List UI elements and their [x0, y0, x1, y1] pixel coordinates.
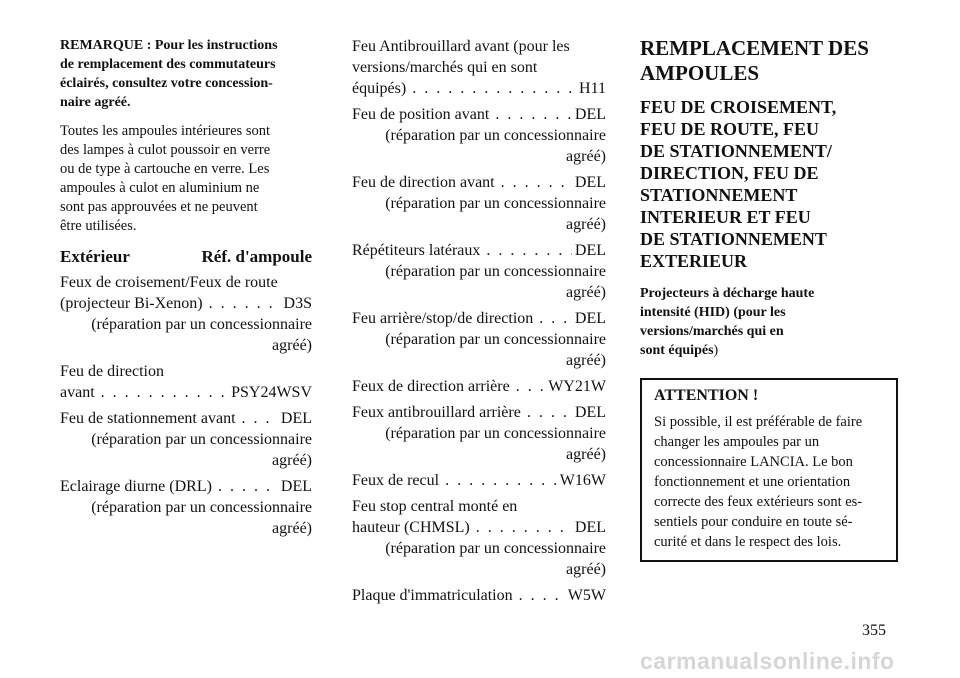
- bulb-leader-line: [352, 78, 606, 99]
- dealer-note: agréé): [566, 446, 606, 463]
- bulb-name: équipés): [352, 80, 407, 97]
- exterior-table-header: [60, 246, 312, 268]
- bulb-name-line: Feu Antibrouillard avant (pour les: [352, 38, 570, 55]
- bulb-leader-line: [352, 240, 606, 261]
- bulb-reference: D3S: [283, 295, 312, 312]
- text-line: curité et dans le respect des lois.: [654, 534, 842, 550]
- text-line: intensité (HID) (pour les: [640, 305, 786, 320]
- bulb-entry: [352, 470, 606, 491]
- text-line: Toutes les ampoules intérieures sont: [60, 123, 270, 139]
- bulb-name-line: Feu stop central monté en: [352, 498, 518, 515]
- text-line: STATIONNEMENT: [640, 185, 798, 205]
- bulb-name: Feu de direction avant: [352, 174, 495, 191]
- dot-leader: [527, 402, 572, 423]
- bulb-entry: [60, 272, 312, 356]
- bulb-entry: [352, 496, 606, 580]
- bulb-reference: DEL: [280, 478, 312, 495]
- bulb-name: hauteur (CHMSL): [352, 519, 470, 536]
- dealer-note: agréé): [566, 148, 606, 165]
- dot-leader: [412, 78, 576, 99]
- warning-title: ATTENTION !: [654, 387, 759, 404]
- text-line: versions/marchés qui en: [640, 324, 784, 339]
- bulb-leader-line: [352, 308, 606, 329]
- dot-leader: [539, 308, 572, 329]
- bulb-entry: [352, 36, 606, 99]
- text-line: DE STATIONNEMENT: [640, 229, 827, 249]
- bulb-name: Feu de stationnement avant: [60, 410, 236, 427]
- dealer-note: (réparation par un concessionnaire: [385, 540, 606, 557]
- dot-leader: [501, 172, 572, 193]
- bulb-entry: [352, 585, 606, 606]
- right-column: [640, 36, 898, 562]
- dealer-note: (réparation par un concessionnaire: [385, 127, 606, 144]
- bulb-name: Feu arrière/stop/de direction: [352, 310, 534, 327]
- table-header-right: Réf. d'ampoule: [201, 247, 312, 266]
- bulb-name: Feu de position avant: [352, 106, 490, 123]
- dot-leader: [242, 408, 278, 429]
- dot-leader: [209, 293, 281, 314]
- text-line: FEU DE ROUTE, FEU: [640, 119, 820, 139]
- text-line: fonctionnement et une orientation: [654, 474, 851, 490]
- text-line: éclairés, consultez votre concession-: [60, 76, 273, 91]
- text-line: Si possible, il est préférable de faire: [654, 414, 863, 430]
- bulb-name: (projecteur Bi-Xenon): [60, 295, 203, 312]
- dealer-note: (réparation par un concessionnaire: [385, 263, 606, 280]
- text-line: ou de type à cartouche en verre. Les: [60, 161, 270, 177]
- text-line: sont équipés: [640, 343, 714, 358]
- middle-column: [352, 36, 606, 611]
- bulb-reference: DEL: [574, 519, 606, 536]
- bulb-reference: DEL: [574, 106, 606, 123]
- bulb-entry: [60, 408, 312, 471]
- text-line: INTERIEUR ET FEU: [640, 207, 811, 227]
- bulb-leader-line: [60, 382, 312, 403]
- bulb-entry: [60, 361, 312, 403]
- dealer-note: agréé): [566, 561, 606, 578]
- text-line: correcte des feux extérieurs sont es-: [654, 494, 863, 510]
- bulb-leader-line: [60, 476, 312, 497]
- dot-leader: [516, 376, 546, 397]
- remark-note: [60, 36, 312, 112]
- bulb-reference: DEL: [574, 310, 606, 327]
- bulb-entry: [352, 104, 606, 167]
- dealer-note: (réparation par un concessionnaire: [385, 425, 606, 442]
- bulb-name: Plaque d'immatriculation: [352, 587, 513, 604]
- bulb-name-line: Feux de croisement/Feux de route: [60, 274, 278, 291]
- dot-leader: [486, 240, 572, 261]
- exterior-bulb-list: [60, 272, 312, 539]
- exterior-bulb-list-continued: [352, 36, 606, 606]
- text-line: de remplacement des commutateurs: [60, 57, 276, 72]
- text-line: DIRECTION, FEU DE: [640, 163, 819, 183]
- text-line: ampoules à culot en aluminium ne: [60, 180, 260, 196]
- bulb-leader-line: [352, 104, 606, 125]
- bulb-leader-line: [352, 402, 606, 423]
- text-line: sont pas approuvées et ne peuvent: [60, 199, 258, 215]
- bulb-leader-line: [352, 376, 606, 397]
- dot-leader: [218, 476, 278, 497]
- bulb-name: avant: [60, 384, 95, 401]
- text-line: FEU DE CROISEMENT,: [640, 97, 837, 117]
- dealer-note: agréé): [566, 284, 606, 301]
- left-column: [60, 36, 312, 544]
- bulb-leader-line: [352, 585, 606, 606]
- dealer-note: agréé): [272, 520, 312, 537]
- text-line: concessionnaire LANCIA. Le bon: [654, 454, 853, 470]
- bulb-reference: H11: [579, 80, 606, 97]
- warning-box: [640, 378, 898, 562]
- dot-leader: [495, 104, 572, 125]
- text-line: DE STATIONNEMENT/: [640, 141, 832, 161]
- text-line: AMPOULES: [640, 61, 760, 85]
- bulb-reference: PSY24WSV: [231, 384, 312, 401]
- dot-leader: [519, 585, 565, 606]
- dealer-note: agréé): [272, 337, 312, 354]
- dot-leader: [476, 517, 572, 538]
- bulb-reference: W5W: [567, 587, 606, 604]
- bulb-reference: DEL: [574, 242, 606, 259]
- text-line: sentiels pour conduire en toute sé-: [654, 514, 853, 530]
- interior-bulbs-paragraph: [60, 122, 312, 236]
- bulb-entry: [60, 476, 312, 539]
- bulb-name: Feux de recul: [352, 472, 440, 489]
- bulb-reference: DEL: [574, 174, 606, 191]
- bulb-name-line: versions/marchés qui en sont: [352, 59, 538, 76]
- dealer-note: (réparation par un concessionnaire: [91, 431, 312, 448]
- bulb-leader-line: [352, 517, 606, 538]
- warning-text: [654, 412, 886, 552]
- bulb-reference: DEL: [574, 404, 606, 421]
- dot-leader: [101, 382, 228, 403]
- section-title: [640, 36, 898, 86]
- text-line: Projecteurs à décharge haute: [640, 286, 815, 301]
- bulb-reference: WY21W: [548, 378, 606, 395]
- hid-projector-heading: [640, 284, 898, 360]
- bulb-reference: DEL: [280, 410, 312, 427]
- table-header-left: Extérieur: [60, 247, 130, 266]
- text-line: REMARQUE : Pour les instructions: [60, 38, 278, 53]
- bulb-leader-line: [352, 172, 606, 193]
- text-line: être utilisées.: [60, 218, 137, 234]
- hid-heading-text: [640, 286, 814, 358]
- bulb-entry: [352, 308, 606, 371]
- text-line: naire agréé.: [60, 95, 131, 110]
- bulb-name-line: Feu de direction: [60, 363, 164, 380]
- bulb-entry: [352, 240, 606, 303]
- bulb-name: Répétiteurs latéraux: [352, 242, 481, 259]
- bulb-leader-line: [352, 470, 606, 491]
- watermark-logo: carmanualsonline.info: [640, 648, 895, 674]
- bulb-entry: [352, 376, 606, 397]
- dealer-note: agréé): [566, 352, 606, 369]
- bulb-name: Feux antibrouillard arrière: [352, 404, 521, 421]
- dealer-note: (réparation par un concessionnaire: [91, 499, 312, 516]
- dealer-note: (réparation par un concessionnaire: [385, 331, 606, 348]
- bulb-name: Eclairage diurne (DRL): [60, 478, 212, 495]
- dealer-note: (réparation par un concessionnaire: [385, 195, 606, 212]
- text-line: EXTERIEUR: [640, 251, 748, 271]
- page-number: 355: [862, 622, 886, 639]
- dot-leader: [445, 470, 557, 491]
- bulb-leader-line: [60, 293, 312, 314]
- hid-heading-tail: ): [713, 343, 719, 358]
- bulb-entry: [352, 172, 606, 235]
- text-line: changer les ampoules par un: [654, 434, 820, 450]
- bulb-leader-line: [60, 408, 312, 429]
- text-line: des lampes à culot poussoir en verre: [60, 142, 271, 158]
- bulb-entry: [352, 402, 606, 465]
- subsection-title: [640, 96, 898, 272]
- bulb-name: Feux de direction arrière: [352, 378, 510, 395]
- text-line: REMPLACEMENT DES: [640, 36, 869, 60]
- dealer-note: agréé): [272, 452, 312, 469]
- dealer-note: (réparation par un concessionnaire: [91, 316, 312, 333]
- bulb-reference: W16W: [559, 472, 606, 489]
- dealer-note: agréé): [566, 216, 606, 233]
